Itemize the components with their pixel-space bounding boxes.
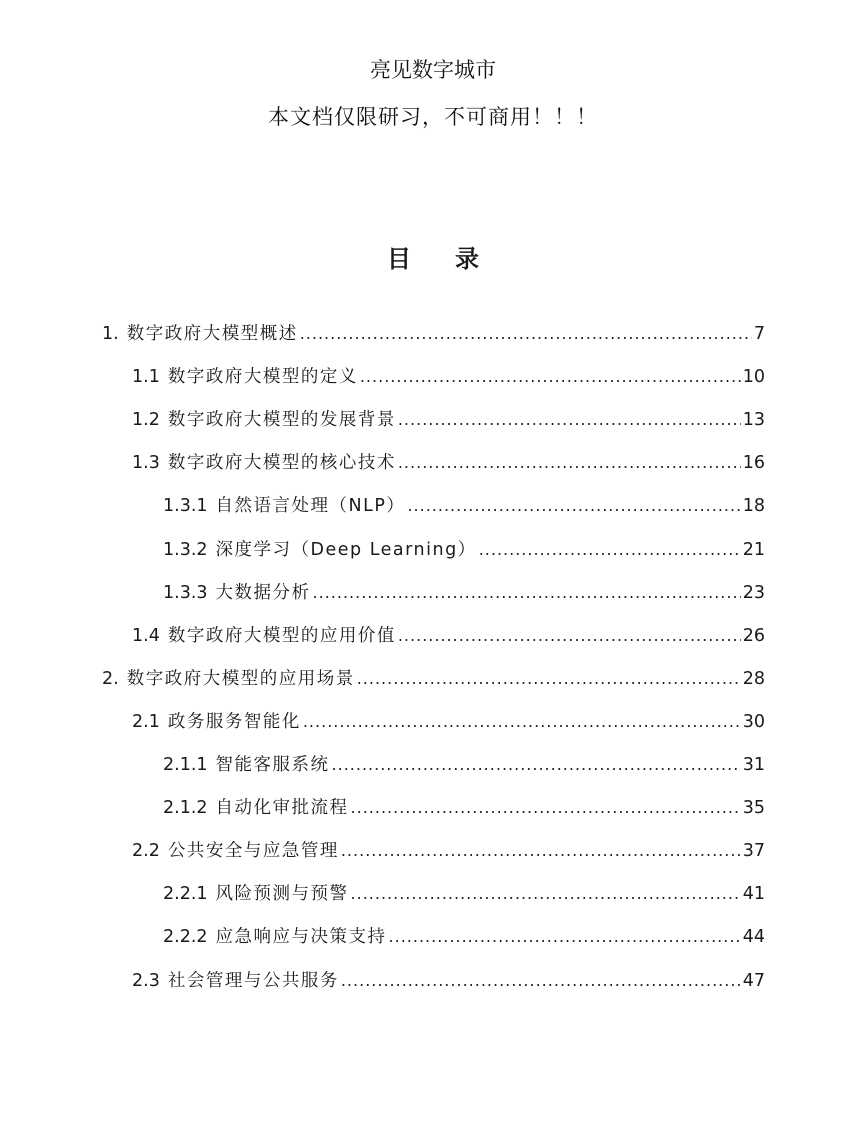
toc-entry-page: 7 xyxy=(753,324,765,344)
toc-entry-title: 深度学习（Deep Learning） xyxy=(215,539,477,560)
toc-entry-title: 数字政府大模型的应用场景 xyxy=(126,668,355,689)
toc-dot-leader xyxy=(313,578,741,608)
toc-entry-number: 1.2 xyxy=(132,410,160,431)
toc-entry-page: 41 xyxy=(742,884,765,905)
toc-entry[interactable] xyxy=(102,664,765,694)
toc-entry-title: 自然语言处理（NLP） xyxy=(215,496,406,517)
toc-entry-title: 应急响应与决策支持 xyxy=(215,927,387,948)
toc-entry-number: 1.3.1 xyxy=(163,496,208,517)
toc-entry[interactable] xyxy=(163,879,765,909)
toc-entry[interactable] xyxy=(132,362,765,392)
toc-entry-title: 政务服务智能化 xyxy=(167,711,301,732)
toc-entry-page: 31 xyxy=(742,755,765,775)
toc-entry-title: 数字政府大模型的发展背景 xyxy=(167,410,396,431)
toc-entry-page: 13 xyxy=(742,410,765,431)
toc-entry[interactable] xyxy=(132,966,765,996)
toc-entry[interactable] xyxy=(102,319,765,349)
toc-entry-title: 大数据分析 xyxy=(215,582,311,603)
toc-dot-leader xyxy=(351,793,741,823)
toc-heading xyxy=(0,239,866,274)
toc-entry[interactable] xyxy=(163,750,765,780)
toc-entry-number: 2.1.1 xyxy=(163,755,208,775)
toc-entry[interactable] xyxy=(132,836,765,866)
toc-entry-number: 2.3 xyxy=(132,970,160,991)
toc-entry-number: 2.1 xyxy=(132,711,160,732)
toc-entry[interactable] xyxy=(132,707,765,737)
toc-dot-leader xyxy=(479,535,741,565)
toc-entry-number: 1.1 xyxy=(132,367,160,388)
toc-entry-title: 数字政府大模型概述 xyxy=(126,324,298,344)
usage-notice: 本文档仅限研习，不可商用！！！ xyxy=(268,105,598,129)
document-watermark-title: 亮见数字城市 xyxy=(370,58,496,82)
toc-dot-leader xyxy=(341,966,741,996)
toc-entry-page: 21 xyxy=(742,539,765,560)
toc-entry-number: 2.1.2 xyxy=(163,798,208,819)
toc-dot-leader xyxy=(341,836,741,866)
toc-entry-page: 18 xyxy=(742,496,765,517)
toc-entry-page: 44 xyxy=(742,927,765,948)
toc-heading-char: 目 xyxy=(387,245,455,273)
toc-dot-leader xyxy=(398,405,741,435)
toc-dot-leader xyxy=(360,362,741,392)
toc-entry-page: 30 xyxy=(742,711,765,732)
toc-entry-title: 数字政府大模型的定义 xyxy=(167,367,358,388)
toc-dot-leader xyxy=(303,707,741,737)
toc-entry-number: 2.2.1 xyxy=(163,884,208,905)
toc-entry-number: 1. xyxy=(102,324,119,344)
toc-entry[interactable] xyxy=(163,491,765,521)
toc-entry-page: 23 xyxy=(742,582,765,603)
toc-entry-title: 公共安全与应急管理 xyxy=(167,841,339,862)
toc-entry-title: 风险预测与预警 xyxy=(215,884,349,905)
toc-entry[interactable] xyxy=(163,578,765,608)
toc-entry-number: 2.2.2 xyxy=(163,927,208,948)
toc-dot-leader xyxy=(332,750,741,780)
toc-entry-number: 1.4 xyxy=(132,625,160,646)
toc-dot-leader xyxy=(357,664,741,694)
toc-entry-page: 35 xyxy=(742,798,765,819)
toc-dot-leader xyxy=(398,621,741,651)
toc-entry[interactable] xyxy=(132,405,765,435)
toc-entry-page: 16 xyxy=(742,453,765,474)
toc-heading-char: 录 xyxy=(455,245,523,273)
toc-entry-title: 数字政府大模型的应用价值 xyxy=(167,625,396,646)
toc-dot-leader xyxy=(398,448,741,478)
toc-entry[interactable] xyxy=(163,793,765,823)
toc-entry-title: 社会管理与公共服务 xyxy=(167,970,339,991)
toc-entry-page: 10 xyxy=(742,367,765,388)
toc-entry[interactable] xyxy=(163,535,765,565)
toc-entry-number: 1.3.3 xyxy=(163,582,208,603)
toc-entry-number: 2. xyxy=(102,668,119,689)
toc-entry[interactable] xyxy=(132,448,765,478)
toc-dot-leader xyxy=(300,319,752,349)
toc-entry-number: 2.2 xyxy=(132,841,160,862)
toc-entry[interactable] xyxy=(163,922,765,952)
toc-entry-title: 数字政府大模型的核心技术 xyxy=(167,453,396,474)
toc-entry-title: 智能客服系统 xyxy=(215,755,330,775)
toc-entry-page: 47 xyxy=(742,970,765,991)
toc-dot-leader xyxy=(389,922,741,952)
toc-entry-number: 1.3.2 xyxy=(163,539,208,560)
toc-entry-title: 自动化审批流程 xyxy=(215,798,349,819)
toc-entry-page: 37 xyxy=(742,841,765,862)
toc-dot-leader xyxy=(351,879,741,909)
toc-entry-page: 26 xyxy=(742,625,765,646)
toc-entry-page: 28 xyxy=(742,668,765,689)
toc-entry[interactable] xyxy=(132,621,765,651)
toc-dot-leader xyxy=(407,491,740,521)
toc-entry-number: 1.3 xyxy=(132,453,160,474)
